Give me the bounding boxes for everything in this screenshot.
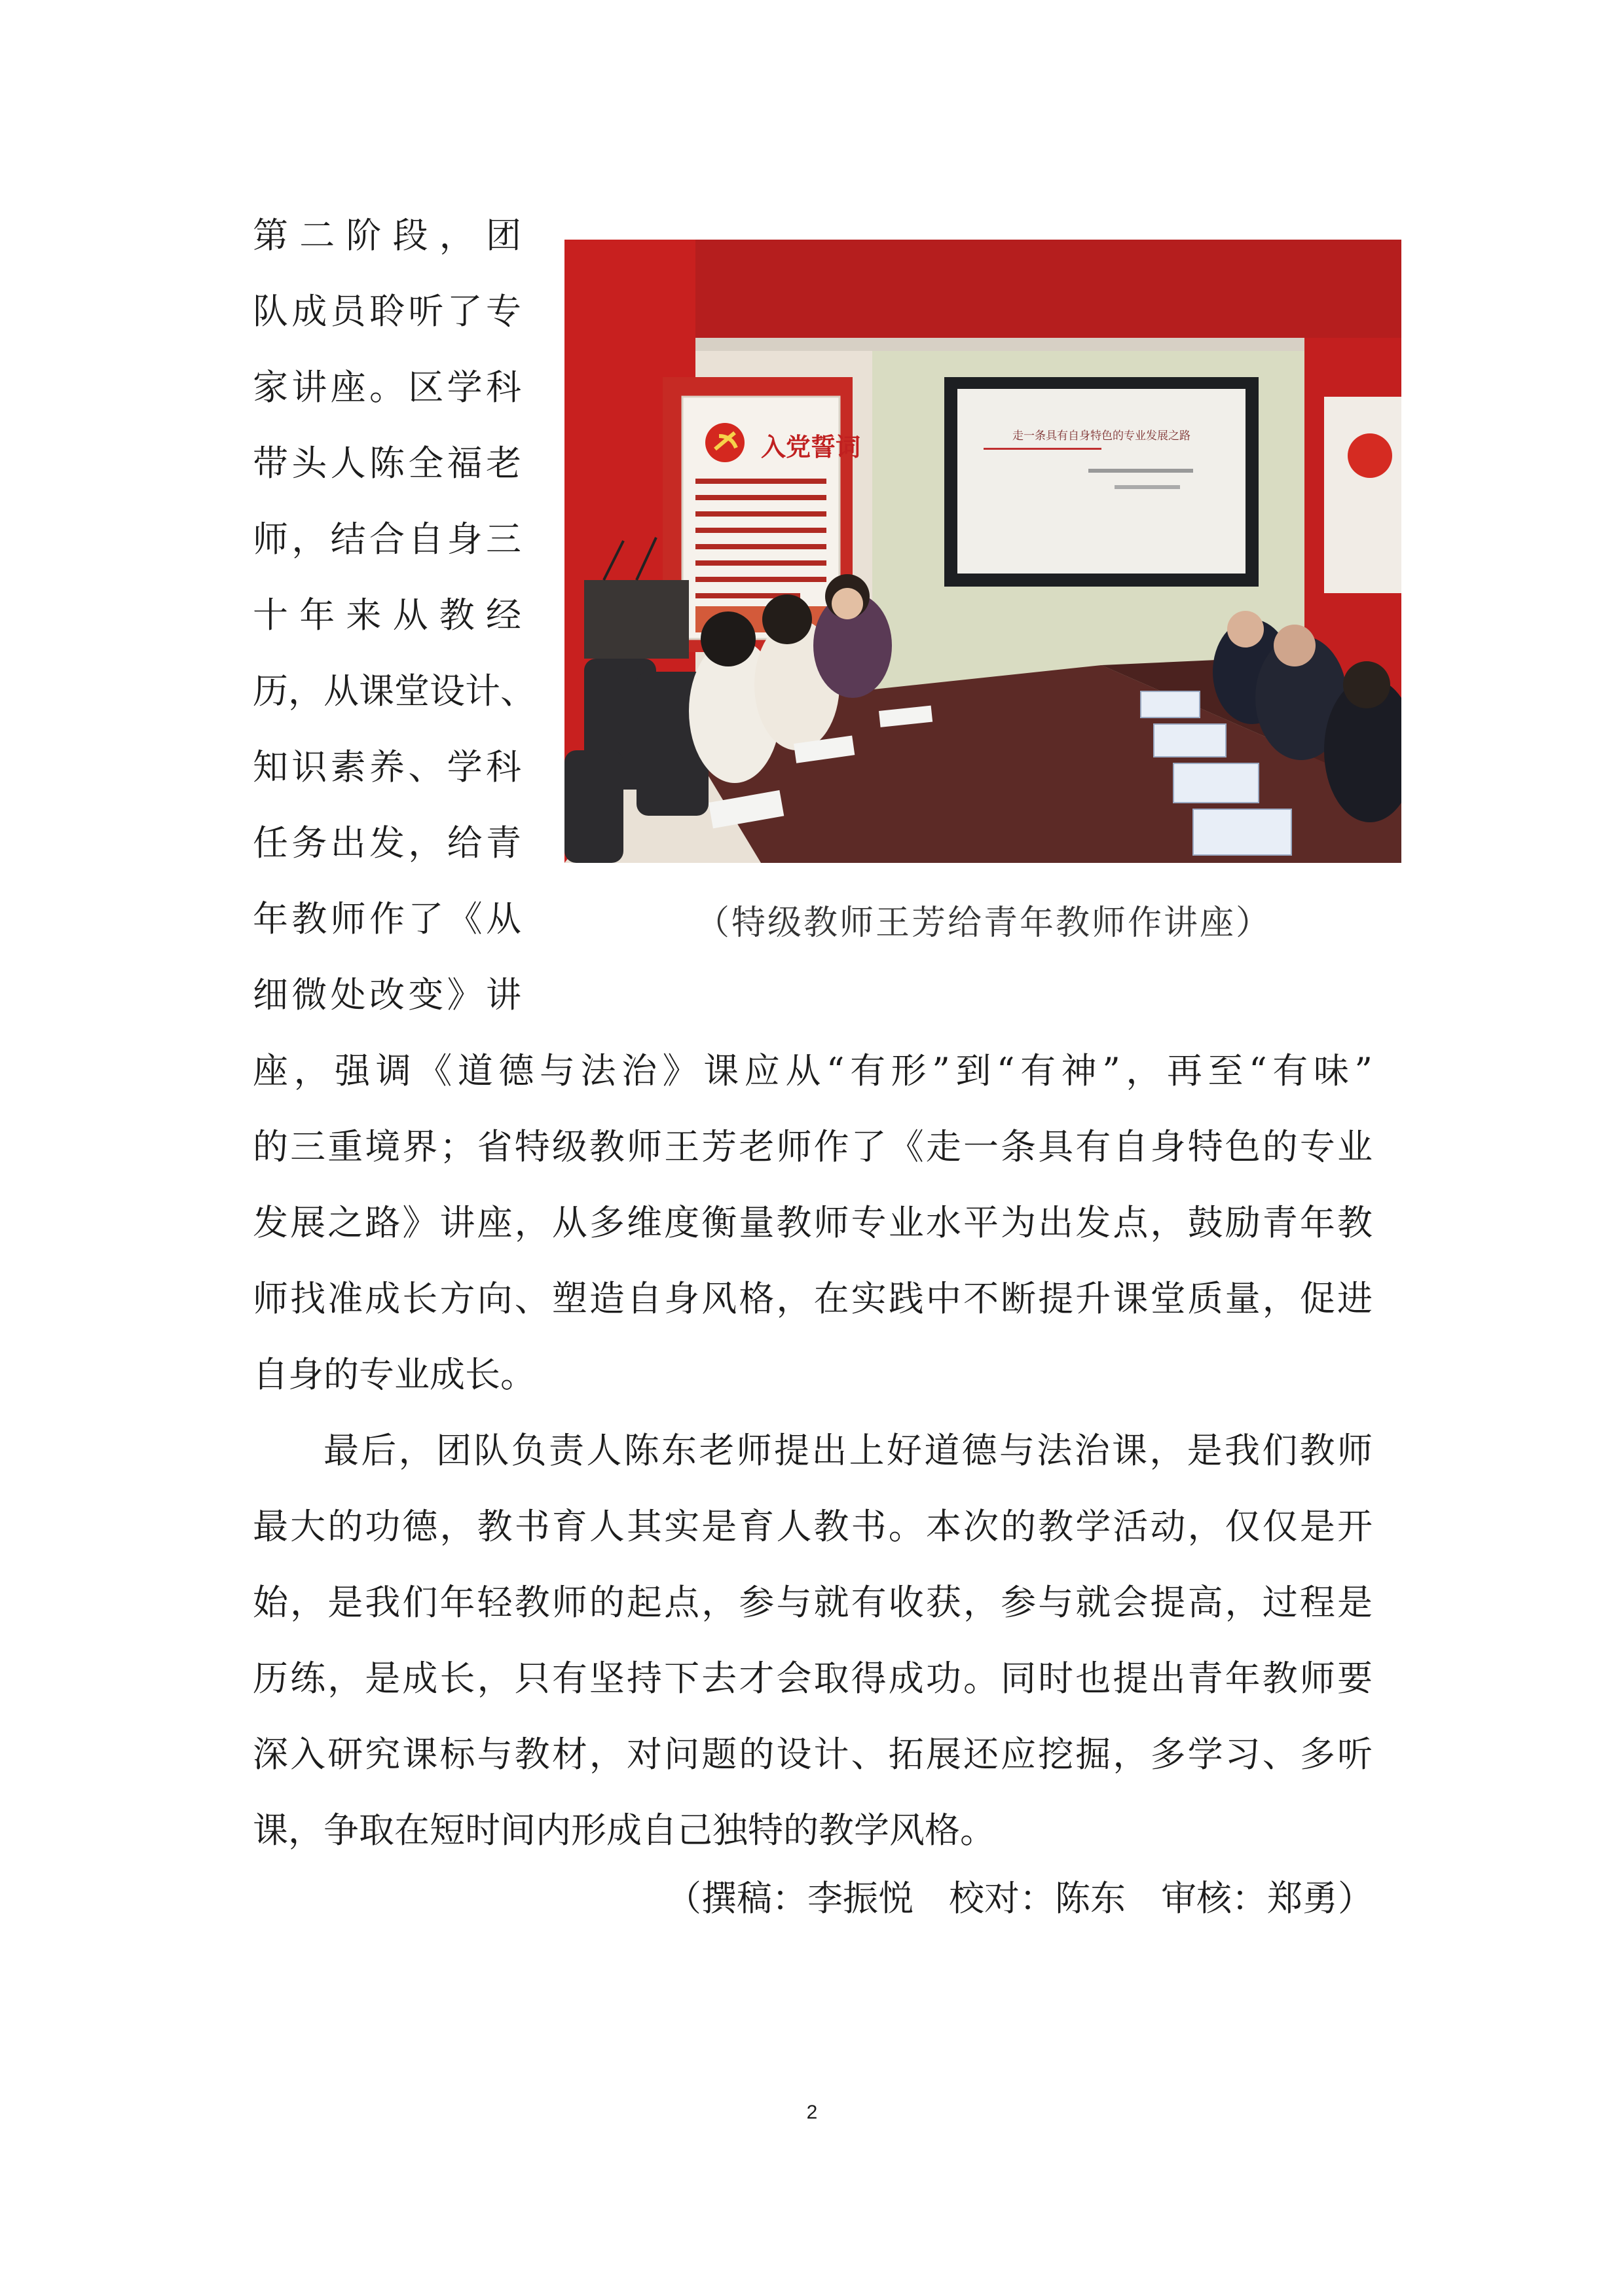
body-text-line: 师，结合自身三 — [253, 519, 521, 560]
author-credits: （撰稿：李振悦 校对：陈东 审核：郑勇） — [666, 1878, 1373, 1919]
body-text-line: 最大的功德，教书育人其实是育人教书。本次的教学活动，仅仅是开 — [253, 1506, 1373, 1547]
body-text-line: 最后，团队负责人陈东老师提出上好道德与法治课，是我们教师 — [323, 1430, 1373, 1471]
body-text-line: 细微处改变》讲 — [253, 974, 521, 1015]
body-text-line: 历，从课堂设计、 — [253, 670, 536, 712]
body-text-line: 的三重境界；省特级教师王芳老师作了《走一条具有自身特色的专业 — [253, 1126, 1373, 1167]
photo-caption: （特级教师王芳给青年教师作讲座） — [695, 903, 1272, 943]
screen-title: 走一条具有自身特色的专业发展之路 — [1012, 429, 1190, 443]
body-text-line: 历练，是成长，只有坚持下去才会取得成功。同时也提出青年教师要 — [253, 1658, 1373, 1699]
body-text-line: 始，是我们年轻教师的起点，参与就有收获，参与就会提高，过程是 — [253, 1582, 1373, 1623]
body-text-line: 发展之路》讲座，从多维度衡量教师专业水平为出发点，鼓励青年教 — [253, 1202, 1373, 1243]
body-text-line: 年教师作了《从 — [253, 898, 521, 939]
body-text-line: 师找准成长方向、塑造自身风格，在实践中不断提升课堂质量，促进 — [253, 1278, 1373, 1319]
body-text-line: 家讲座。区学科 — [253, 367, 521, 408]
body-text-line: 知识素养、学科 — [253, 746, 521, 788]
body-text-line: 队成员聆听了专 — [253, 291, 521, 332]
body-text-line: 自身的专业成长。 — [253, 1354, 536, 1395]
body-text-line: 座，强调《道德与法治》课应从“有形”到“有神”，再至“有味” — [253, 1050, 1373, 1091]
body-text-line: 深入研究课标与教材，对问题的设计、拓展还应挖掘，多学习、多听 — [253, 1734, 1373, 1775]
body-text-line: 十年来从教经 — [253, 594, 521, 636]
oath-panel-title: 入党誓词 — [761, 433, 861, 462]
body-text-line: 带头人陈全福老 — [253, 443, 521, 484]
body-text-line: 任务出发，给青 — [253, 822, 521, 864]
lecture-photo — [564, 240, 1401, 863]
body-text-line: 第二阶段，团 — [253, 215, 521, 256]
body-text-line: 课，争取在短时间内形成自己独特的教学风格。 — [253, 1810, 995, 1851]
page-number: 2 — [806, 2102, 818, 2123]
